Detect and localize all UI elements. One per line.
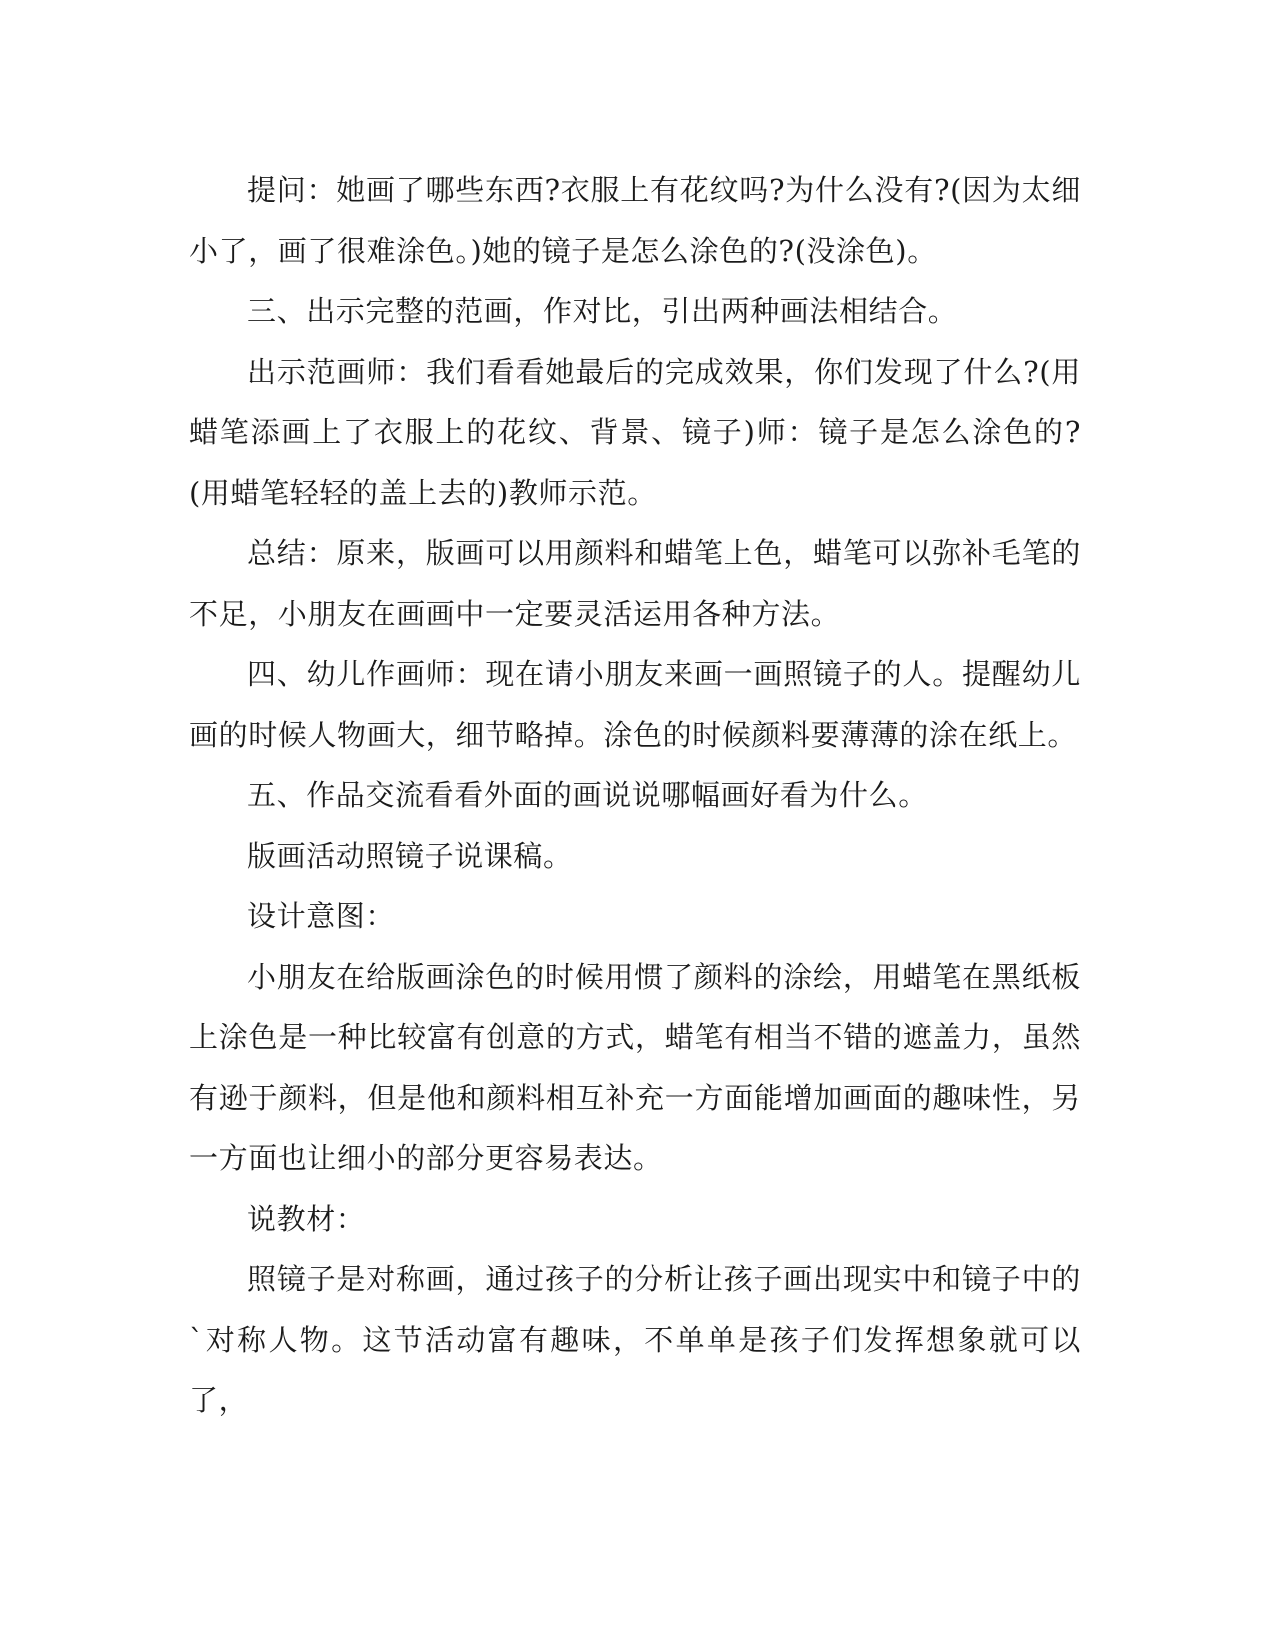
paragraph-design-intent: 小朋友在给版画涂色的时候用惯了颜料的涂绘，用蜡笔在黑纸板上涂色是一种比较富有创意的方式，蜡笔有相当不错的遮盖力，虽然有逊于颜料，但是他和颜料相互补充一方面能增加画面的趣味性，另一方面也让细小的部分更容易表达。 [189, 959, 1081, 1175]
paragraph-title: 版画活动照镜子说课稿。 [247, 838, 573, 873]
document-body [189, 160, 1081, 1431]
paragraph-section-five: 五、作品交流看看外面的画说说哪幅画好看为什么。 [247, 778, 928, 812]
paragraph-textbook: 照镜子是对称画，通过孩子的分析让孩子画出现实中和镜子中的`对称人物。这节活动富有趣味，不单单是孩子们发挥想象就可以了， [189, 1262, 1081, 1417]
paragraph-show-sample: 出示范画师：我们看看她最后的完成效果，你们发现了什么?(用蜡笔添画上了衣服上的花纹、背景、镜子)师：镜子是怎么涂色的?(用蜡笔轻轻的盖上去的)教师示范。 [189, 354, 1081, 510]
paragraph-section-four: 四、幼儿作画师：现在请小朋友来画一画照镜子的人。提醒幼儿画的时候人物画大，细节略掉。涂色的时候颜料要薄薄的涂在纸上。 [189, 657, 1081, 752]
paragraph-summary: 总结：原来，版画可以用颜料和蜡笔上色，蜡笔可以弥补毛笔的不足，小朋友在画画中一定要灵活运用各种方法。 [189, 536, 1081, 631]
paragraph-design-intent-heading: 设计意图： [247, 899, 396, 933]
paragraph-section-three: 三、出示完整的范画，作对比，引出两种画法相结合。 [247, 294, 958, 328]
paragraph-question: 提问：她画了哪些东西?衣服上有花纹吗?为什么没有?(因为太细小了，画了很难涂色。)她的镜子是怎么涂色的?(没涂色)。 [189, 173, 1081, 268]
paragraph-textbook-heading: 说教材： [247, 1201, 366, 1236]
